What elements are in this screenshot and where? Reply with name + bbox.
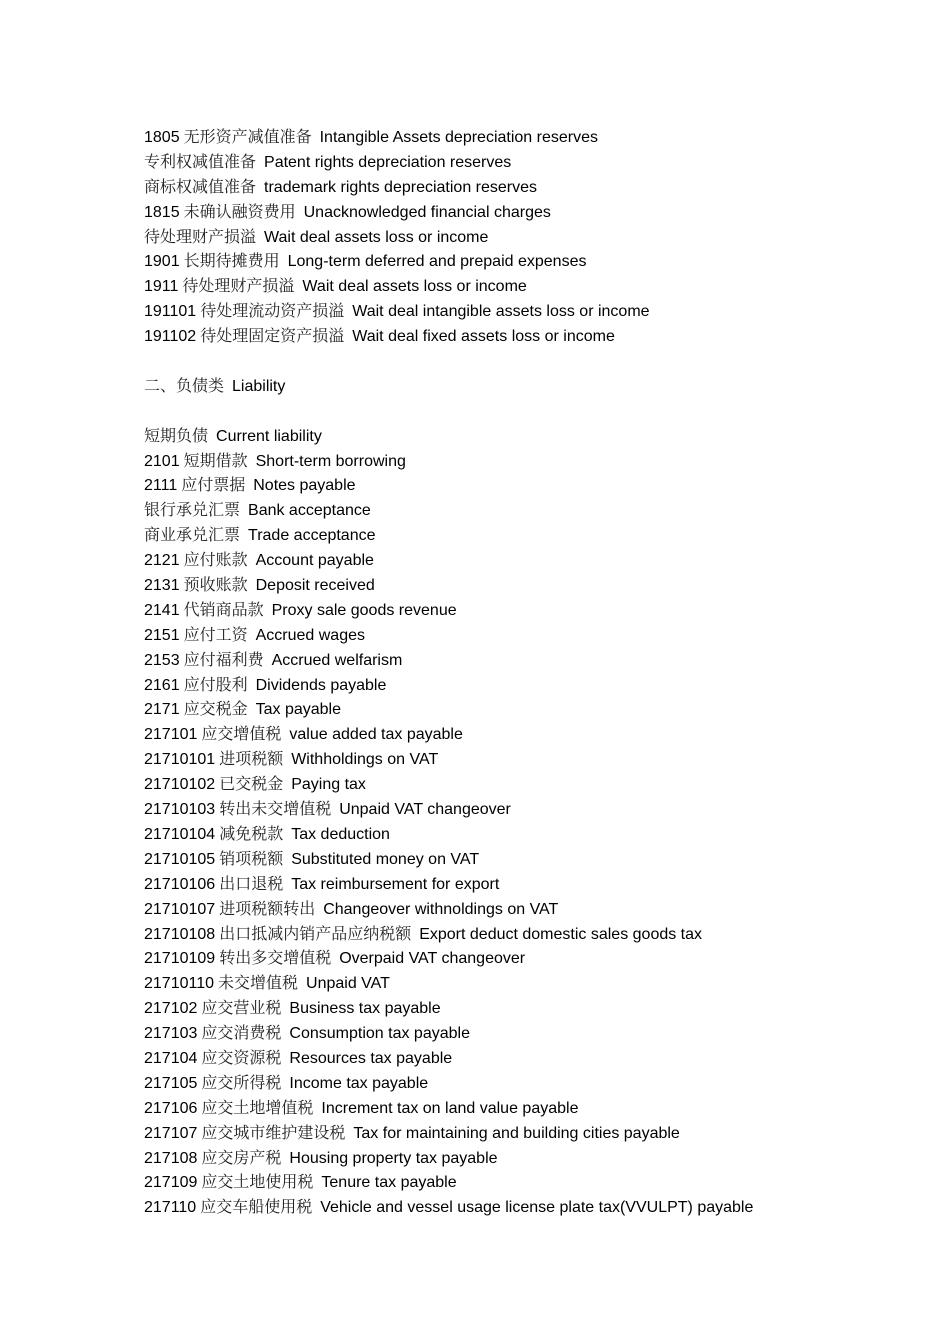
account-entry (144, 175, 904, 200)
account-name-english: Resources tax payable (289, 1049, 453, 1067)
account-name-english: Trade acceptance (248, 527, 376, 545)
account-entry (144, 797, 904, 822)
account-name-chinese: 应交土地使用税 (201, 1172, 314, 1192)
account-entry (144, 822, 904, 847)
account-name-chinese: 应付票据 (181, 475, 246, 495)
account-code: 217106 (144, 1099, 198, 1117)
account-entry (144, 274, 904, 299)
account-name-english: trademark rights depreciation reserves (264, 178, 538, 196)
account-name-english: Tenure tax payable (321, 1174, 457, 1192)
account-entry (144, 225, 904, 250)
account-name-english: Tax reimbursement for export (291, 875, 500, 893)
account-name-chinese: 未确认融资费用 (183, 201, 296, 221)
account-code: 2131 (144, 577, 180, 595)
account-name-chinese: 应交营业税 (201, 998, 282, 1018)
account-name-english: Withholdings on VAT (291, 751, 439, 769)
account-code: 217109 (144, 1174, 198, 1192)
account-code: 2141 (144, 601, 180, 619)
account-code: 217110 (144, 1199, 197, 1217)
account-entry (144, 673, 904, 698)
account-entry (144, 1021, 904, 1046)
account-entry (144, 473, 904, 498)
account-code: 21710103 (144, 801, 216, 819)
account-name-english: Increment tax on land value payable (321, 1099, 579, 1117)
account-name-english: Wait deal assets loss or income (302, 278, 527, 296)
account-name-english: Short-term borrowing (255, 452, 406, 470)
account-code: 217101 (144, 726, 198, 744)
account-name-english: Consumption tax payable (289, 1025, 470, 1043)
account-entry (144, 623, 904, 648)
account-entry (144, 996, 904, 1021)
account-entry (144, 1195, 904, 1220)
account-code: 21710108 (144, 925, 216, 943)
account-name-english: Unacknowledged financial charges (303, 203, 551, 221)
account-code: 21710107 (144, 900, 216, 918)
account-name-chinese: 无形资产减值准备 (183, 127, 312, 146)
account-name-english: Income tax payable (289, 1074, 429, 1092)
account-entry (144, 1071, 904, 1096)
account-name-chinese: 应交城市维护建设税 (201, 1122, 346, 1142)
account-code: 217105 (144, 1074, 198, 1092)
account-code: 217102 (144, 1000, 198, 1018)
account-code: 1815 (144, 203, 180, 221)
account-entry (144, 523, 904, 548)
account-entry (144, 299, 904, 324)
account-entry (144, 1096, 904, 1121)
account-name-chinese: 销项税额 (219, 848, 284, 868)
account-name-english: Accrued wages (255, 626, 365, 644)
account-name-chinese: 待处理财产损溢 (144, 226, 257, 246)
account-entry (144, 897, 904, 922)
account-name-english: Long-term deferred and prepaid expenses (287, 253, 587, 271)
account-name-english: Accrued welfarism (271, 651, 403, 669)
account-code: 217107 (144, 1124, 198, 1142)
blank-line (144, 349, 904, 374)
account-name-chinese: 代销商品款 (183, 599, 264, 619)
account-name-chinese: 进项税额转出 (219, 898, 316, 918)
account-name-english: Substituted money on VAT (291, 850, 480, 868)
account-entry (144, 548, 904, 573)
account-code: 1805 (144, 129, 180, 146)
account-name-english: Unpaid VAT (306, 975, 390, 993)
account-code: 1911 (144, 278, 179, 296)
account-name-english: Business tax payable (289, 1000, 441, 1018)
account-code: 2111 (144, 477, 178, 495)
account-name-chinese: 应交房产税 (201, 1147, 282, 1167)
account-name-chinese: 长期待摊费用 (183, 251, 280, 271)
account-name-english: Changeover withnoldings on VAT (323, 900, 559, 918)
account-entry (144, 772, 904, 797)
account-name-english: Tax for maintaining and building cities payable (353, 1124, 680, 1142)
blank-line (144, 399, 904, 424)
account-code: 191102 (144, 328, 197, 346)
account-entry (144, 648, 904, 673)
account-name-chinese: 应付股利 (183, 674, 248, 694)
account-name-chinese: 待处理流动资产损溢 (200, 301, 345, 321)
account-name-chinese: 应交车船使用税 (200, 1197, 313, 1217)
account-name-chinese: 应付账款 (183, 550, 248, 570)
account-code: 21710105 (144, 850, 216, 868)
account-entry (144, 449, 904, 474)
account-name-english: Current liability (216, 427, 322, 445)
account-name-english: Bank acceptance (248, 502, 371, 520)
account-code: 21710101 (144, 751, 216, 769)
account-name-chinese: 出口抵减内销产品应纳税额 (219, 923, 412, 943)
account-entry (144, 598, 904, 623)
account-name-chinese: 出口退税 (219, 873, 284, 893)
account-code: 21710109 (144, 950, 216, 968)
account-code: 21710106 (144, 875, 216, 893)
account-name-chinese: 商标权减值准备 (144, 176, 257, 196)
account-code: 217103 (144, 1025, 198, 1043)
account-entry (144, 1146, 904, 1171)
account-entry (144, 922, 904, 947)
account-name-chinese: 待处理财产损溢 (182, 276, 295, 296)
account-name-chinese: 未交增值税 (218, 973, 299, 993)
account-name-chinese: 应付工资 (183, 624, 248, 644)
account-code: 191101 (144, 303, 197, 321)
account-entry (144, 1046, 904, 1071)
account-entry (144, 324, 904, 349)
account-code: 2161 (144, 676, 180, 694)
account-name-english: Paying tax (291, 776, 366, 794)
account-name-english: Vehicle and vessel usage license plate tax(VVULPT) payable (320, 1199, 754, 1217)
account-entry (144, 971, 904, 996)
account-name-chinese: 专利权减值准备 (144, 151, 257, 171)
account-name-english: Deposit received (255, 577, 375, 595)
account-entry (144, 125, 904, 150)
account-name-english: Notes payable (253, 477, 356, 495)
account-entry (144, 946, 904, 971)
account-entry (144, 872, 904, 897)
account-code: 2101 (144, 452, 180, 470)
account-name-english: Account payable (255, 552, 374, 570)
account-code: 2151 (144, 626, 180, 644)
account-name-chinese: 二、负债类 (144, 375, 225, 395)
account-entry (144, 200, 904, 225)
account-entry (144, 722, 904, 747)
account-code: 1901 (144, 253, 180, 271)
account-name-chinese: 转出多交增值税 (219, 948, 332, 968)
account-name-english: Intangible Assets depreciation reserves (319, 129, 598, 146)
account-name-chinese: 短期负债 (144, 425, 209, 445)
account-list (144, 125, 904, 1220)
account-entry (144, 1170, 904, 1195)
account-code: 21710104 (144, 825, 216, 843)
account-name-english: Export deduct domestic sales goods tax (419, 925, 703, 943)
account-code: 2171 (144, 701, 180, 719)
account-name-english: Unpaid VAT changeover (339, 801, 511, 819)
account-entry (144, 249, 904, 274)
account-entry (144, 697, 904, 722)
account-name-chinese: 进项税额 (219, 749, 284, 769)
account-name-english: value added tax payable (289, 726, 463, 744)
account-entry (144, 847, 904, 872)
account-name-english: Wait deal intangible assets loss or income (352, 303, 650, 321)
account-name-english: Liability (232, 377, 286, 395)
account-name-chinese: 预收账款 (183, 575, 248, 595)
account-code: 2153 (144, 651, 180, 669)
account-code: 21710102 (144, 776, 216, 794)
account-entry (144, 573, 904, 598)
account-entry (144, 1121, 904, 1146)
account-entry (144, 374, 904, 399)
account-name-chinese: 应交消费税 (201, 1023, 282, 1043)
account-code: 217108 (144, 1149, 198, 1167)
account-name-chinese: 应交土地增值税 (201, 1097, 314, 1117)
account-name-chinese: 商业承兑汇票 (144, 525, 241, 545)
account-entry (144, 424, 904, 449)
account-name-english: Tax payable (255, 701, 341, 719)
account-name-english: Wait deal assets loss or income (264, 228, 489, 246)
account-name-english: Housing property tax payable (289, 1149, 498, 1167)
account-entry (144, 747, 904, 772)
account-code: 217104 (144, 1049, 198, 1067)
account-name-english: Dividends payable (255, 676, 387, 694)
account-name-chinese: 待处理固定资产损溢 (200, 326, 345, 346)
account-name-chinese: 短期借款 (183, 450, 248, 470)
account-name-english: Tax deduction (291, 825, 390, 843)
account-name-chinese: 应交增值税 (201, 724, 282, 744)
account-entry (144, 498, 904, 523)
account-name-english: Wait deal fixed assets loss or income (352, 328, 615, 346)
account-code: 2121 (144, 552, 180, 570)
account-name-chinese: 应交税金 (183, 699, 248, 719)
account-name-english: Overpaid VAT changeover (339, 950, 526, 968)
account-name-chinese: 应交资源税 (201, 1047, 282, 1067)
account-code: 21710110 (144, 975, 214, 993)
account-name-chinese: 减免税款 (219, 823, 284, 843)
account-name-chinese: 银行承兑汇票 (144, 500, 241, 520)
account-name-english: Proxy sale goods revenue (271, 601, 457, 619)
account-name-english: Patent rights depreciation reserves (264, 153, 512, 171)
account-name-chinese: 应交所得税 (201, 1072, 282, 1092)
account-entry (144, 150, 904, 175)
account-name-chinese: 已交税金 (219, 774, 284, 794)
account-name-chinese: 转出未交增值税 (219, 799, 332, 819)
account-name-chinese: 应付福利费 (183, 649, 264, 669)
